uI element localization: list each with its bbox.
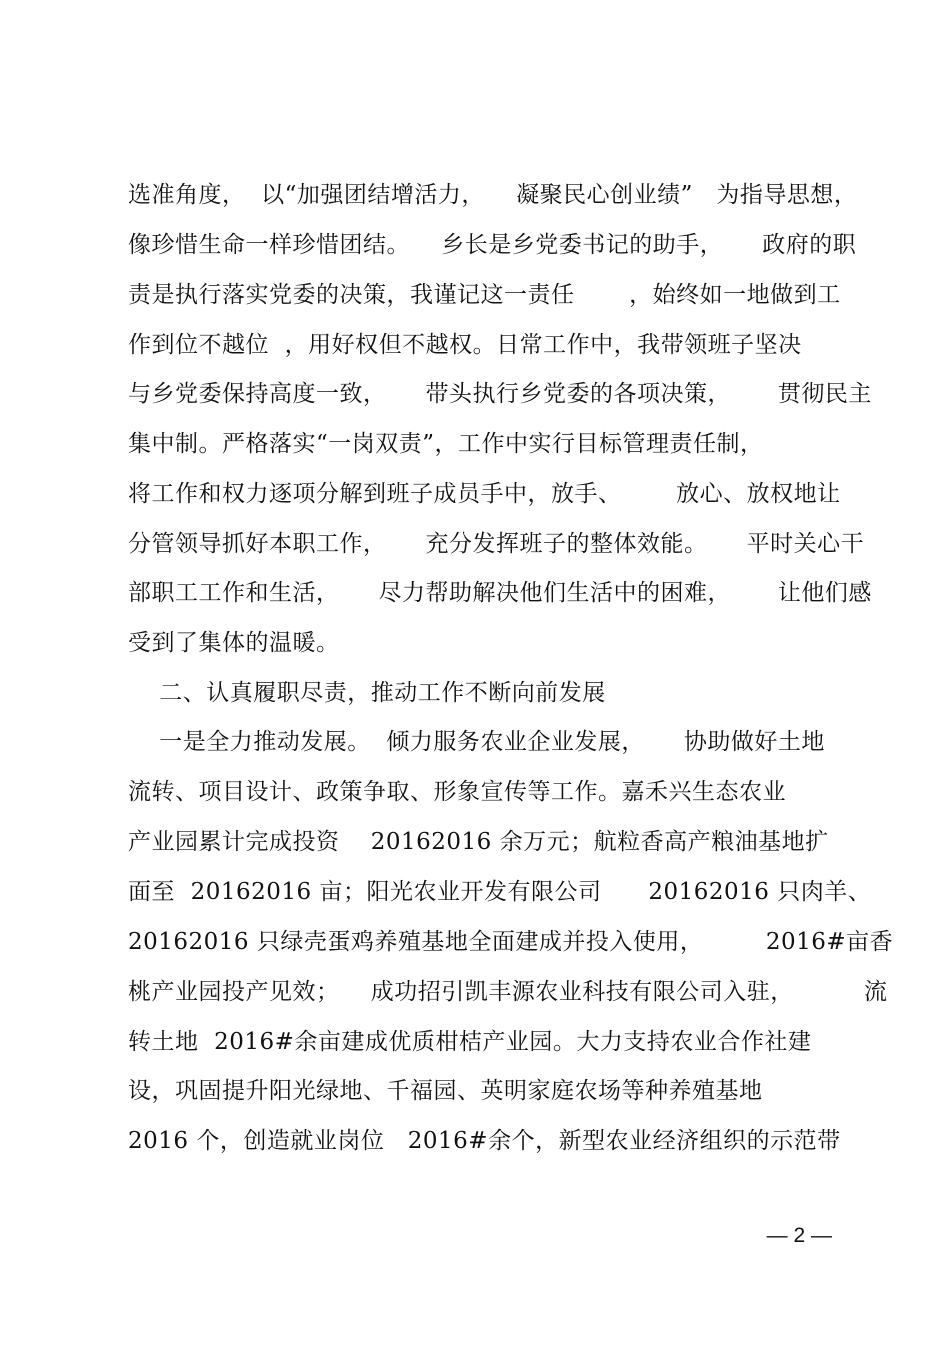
paragraph-line: 产业园累计完成投资 20162016 余万元；航粒香高产粮油基地扩 xyxy=(128,829,829,855)
paragraph-line: 2016 个，创造就业岗位 2016#余个，新型农业经济组织的示范带 xyxy=(128,1128,841,1154)
paragraph-line: 一是全力推动发展。 倾力服务农业企业发展， 协助做好土地 xyxy=(128,729,825,755)
section-heading: 二、认真履职尽责，推动工作不断向前发展 xyxy=(128,680,606,706)
paragraph-line: 转土地 2016#余亩建成优质柑桔产业园。大力支持农业合作社建 xyxy=(128,1029,812,1055)
paragraph-line: 20162016 只绿壳蛋鸡养殖基地全面建成并投入使用， 2016#亩香 xyxy=(128,929,894,955)
paragraph-line: 流转、项目设计、政策争取、形象宣传等工作。嘉禾兴生态农业 xyxy=(128,779,786,805)
paragraph-line: 分管领导抓好本职工作， 充分发挥班子的整体效能。 平时关心干 xyxy=(128,531,865,557)
paragraph-line: 作到位不越位 ，用好权但不越权。日常工作中，我带领班子坚决 xyxy=(128,332,802,358)
paragraph-line: 选准角度， 以“加强团结增活力， 凝聚民心创业绩” 为指导思想， xyxy=(128,182,858,208)
paragraph-line: 将工作和权力逐项分解到班子成员手中，放手、 放心、放权地让 xyxy=(128,481,841,507)
paragraph-line: 面至 20162016 亩；阳光农业开发有限公司 20162016 只肉羊、 xyxy=(128,879,872,905)
paragraph-line: 设，巩固提升阳光绿地、千福园、英明家庭农场等种养殖基地 xyxy=(128,1078,763,1104)
paragraph-line: 与乡党委保持高度一致， 带头执行乡党委的各项决策， 贯彻民主 xyxy=(128,381,872,407)
paragraph-line: 集中制。严格落实“一岗双责”，工作中实行目标管理责任制， xyxy=(128,431,764,457)
paragraph-line: 桃产业园投产见效； 成功招引凯丰源农业科技有限公司入驻， 流 xyxy=(128,979,888,1005)
paragraph-line: 责是执行落实党委的决策，我谨记这一责任 ，始终如一地做到工 xyxy=(128,282,841,308)
paragraph-line: 像珍惜生命一样珍惜团结。 乡长是乡党委书记的助手， 政府的职 xyxy=(128,232,857,258)
paragraph-line: 部职工工作和生活， 尽力帮助解决他们生活中的困难， 让他们感 xyxy=(128,580,872,606)
paragraph-line: 受到了集体的温暖。 xyxy=(128,630,340,656)
page-number: — 2 — xyxy=(766,1224,832,1247)
